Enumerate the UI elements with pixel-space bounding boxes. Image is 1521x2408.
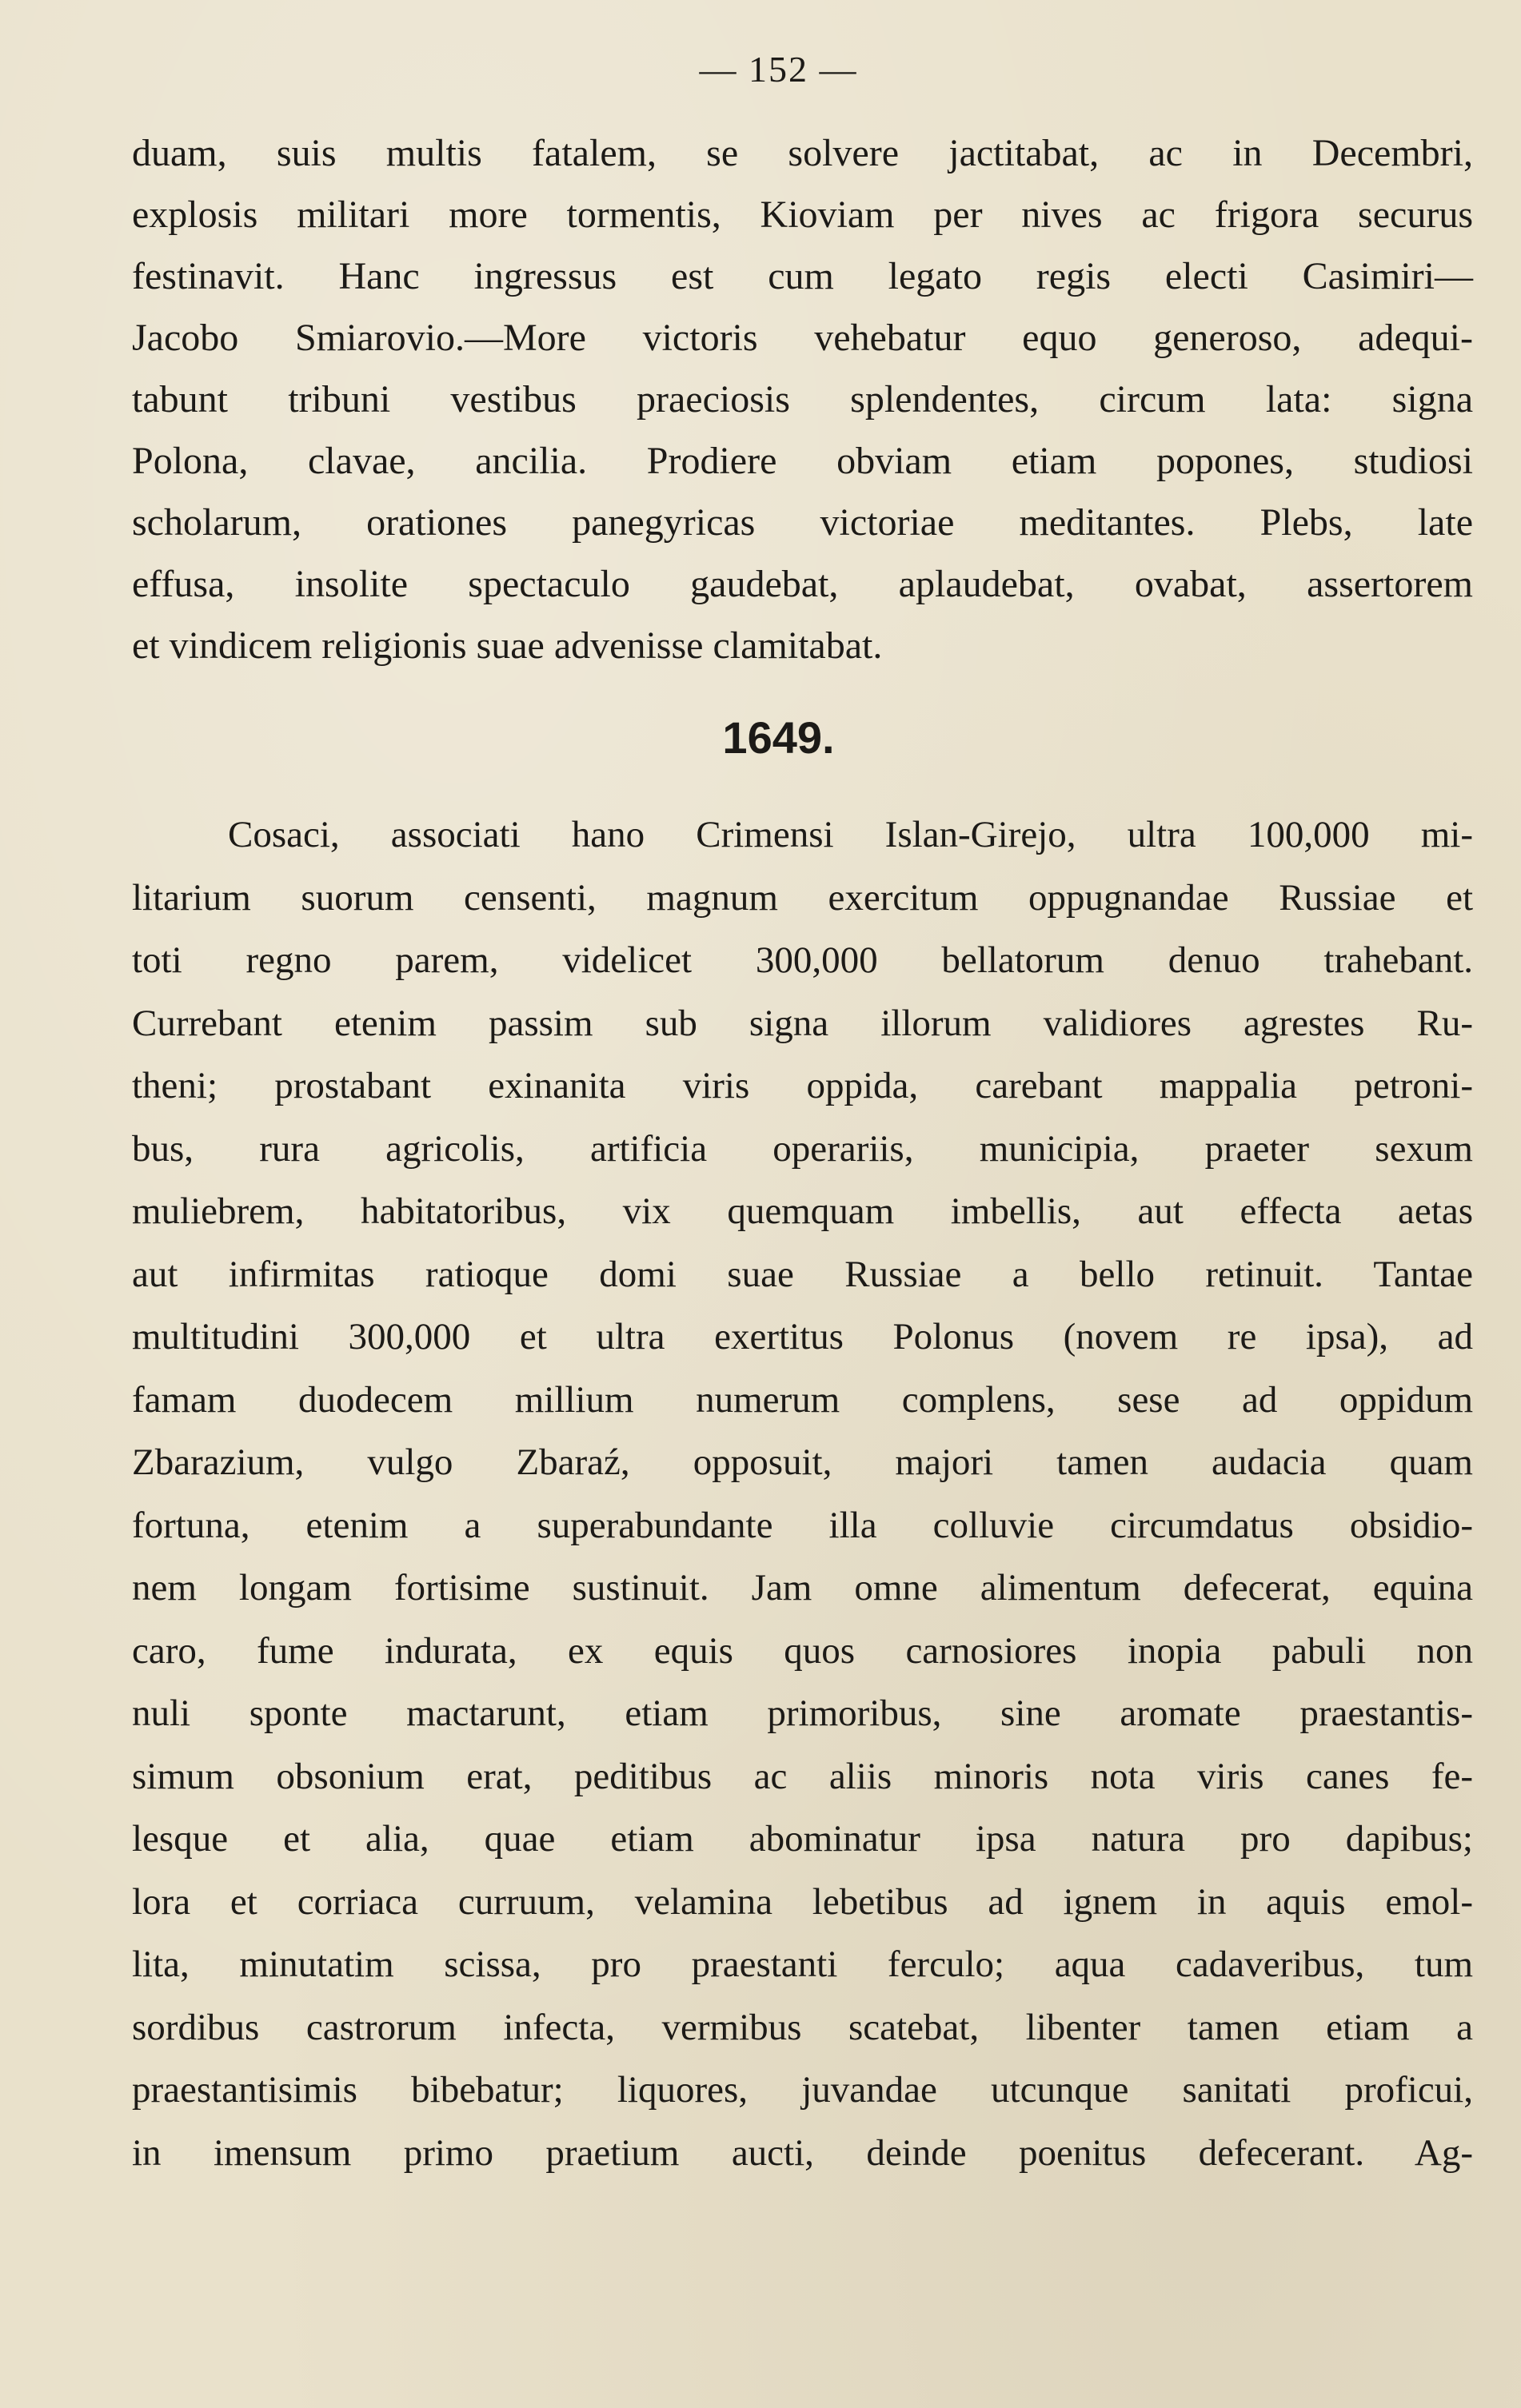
text-line: Jacobo Smiarovio.—More victoris vehebatur equo generoso, adequi- [132, 317, 1473, 359]
text-line: lesque et alia, quae etiam abominatur ipsa natura pro dapibus; [132, 1818, 1473, 1860]
text-line: aut infirmitas ratioque domi suae Russiae a bello retinuit. Tantae [132, 1253, 1473, 1295]
text-line: famam duodecem millium numerum complens, sese ad oppidum [132, 1378, 1473, 1421]
text-line: caro, fume indurata, ex equis quos carnosiores inopia pabuli non [132, 1629, 1473, 1672]
intro-paragraph [132, 122, 1473, 676]
text-line: tabunt tribuni vestibus praeciosis splendentes, circum lata: signa [132, 378, 1473, 421]
text-line: theni; prostabant exinanita viris oppida, carebant mappalia petroni- [132, 1065, 1473, 1106]
text-line: et vindicem religionis suae advenisse clamitabat. [132, 624, 883, 667]
text-line: duam, suis multis fatalem, se solvere jactitabat, ac in Decembri, [132, 132, 1473, 174]
text-line: explosis militari more tormentis, Kioviam per nives ac frigora securus [132, 193, 1473, 236]
text-line: praestantisimis bibebatur; liquores, juvandae utcunque sanitati proficui, [132, 2069, 1473, 2111]
text-line: nuli sponte mactarunt, etiam primoribus, sine aromate praestantis- [132, 1692, 1473, 1734]
page-number: — 152 — [699, 49, 858, 90]
text-line: nem longam fortisime sustinuit. Jam omne alimentum defecerat, equina [132, 1567, 1473, 1609]
text-line: litarium suorum censenti, magnum exercitum oppugnandae Russiae et [132, 876, 1473, 919]
text-line: scholarum, orationes panegyricas victoriae meditantes. Plebs, late [132, 501, 1473, 544]
text-line: fortuna, etenim a superabundante illa colluvie circumdatus obsidio- [132, 1504, 1473, 1546]
text-line: Polona, clavae, ancilia. Prodiere obviam etiam popones, studiosi [132, 440, 1473, 482]
text-line: simum obsonium erat, peditibus ac aliis minoris nota viris canes fe- [132, 1755, 1473, 1797]
text-line: effusa, insolite spectaculo gaudebat, aplaudebat, ovabat, assertorem [132, 563, 1473, 605]
text-line: multitudini 300,000 et ultra exertitus Polonus (novem re ipsa), ad [132, 1316, 1473, 1357]
text-line: muliebrem, habitatoribus, vix quemquam imbellis, aut effecta aetas [132, 1190, 1473, 1232]
text-line: sordibus castrorum infecta, vermibus scatebat, libenter tamen etiam a [132, 2006, 1473, 2048]
text-line: Zbarazium, vulgo Zbaraź, opposuit, majori tamen audacia quam [132, 1441, 1473, 1483]
text-line: in imensum primo praetium aucti, deinde poenitus defecerant. Ag- [132, 2131, 1473, 2174]
body-paragraph [132, 803, 1473, 2184]
text-line: festinavit. Hanc ingressus est cum legato regis electi Casimiri— [132, 255, 1473, 297]
text-line: Currebant etenim passim sub signa illorum validiores agrestes Ru- [132, 1002, 1473, 1044]
text-line: lora et corriaca curruum, velamina lebetibus ad ignem in aquis emol- [132, 1880, 1473, 1923]
year-heading: 1649. [722, 712, 835, 763]
text-line: Cosaci, associati hano Crimensi Islan-Girejo, ultra 100,000 mi- [228, 814, 1473, 855]
text-line: lita, minutatim scissa, pro praestanti ferculo; aqua cadaveribus, tum [132, 1944, 1473, 1985]
text-line: toti regno parem, videlicet 300,000 bellatorum denuo trahebant. [132, 939, 1473, 981]
text-line: bus, rura agricolis, artificia operariis, municipia, praeter sexum [132, 1127, 1473, 1170]
